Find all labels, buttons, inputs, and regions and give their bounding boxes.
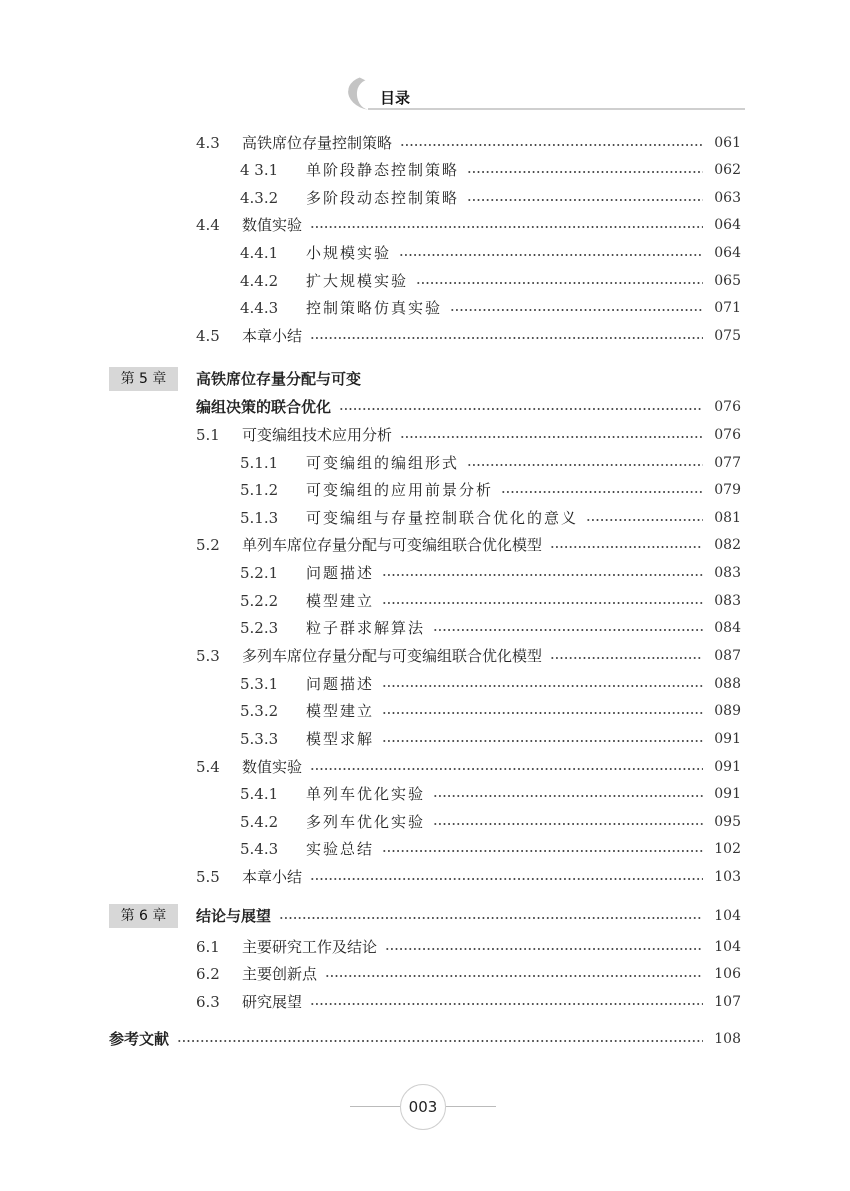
toc-entry[interactable] xyxy=(196,424,741,446)
dot-leader xyxy=(433,795,703,797)
dot-leader xyxy=(385,948,703,950)
toc-entry-number: 5.1.1 xyxy=(240,454,279,472)
toc-entry-page: 102 xyxy=(714,841,741,857)
toc-entry[interactable] xyxy=(240,590,741,612)
toc-entry[interactable] xyxy=(240,728,741,750)
dot-leader xyxy=(550,546,703,548)
toc-entry-number: 5.2.2 xyxy=(240,592,279,610)
toc-entry[interactable] xyxy=(109,1028,741,1050)
toc-entry-title: 参考文献 xyxy=(109,1030,170,1048)
toc-entry[interactable] xyxy=(240,452,741,474)
toc-entry-page: 071 xyxy=(714,300,741,316)
toc-entry[interactable] xyxy=(196,368,741,390)
page-number: 003 xyxy=(400,1084,446,1130)
toc-entry-page: 087 xyxy=(714,648,741,664)
toc-entry-page: 082 xyxy=(714,537,741,553)
toc-entry-title: 小规模实验 xyxy=(306,244,392,262)
toc-entry-title: 数值实验 xyxy=(242,216,303,234)
toc-entry-page: 091 xyxy=(714,731,741,747)
toc-entry[interactable] xyxy=(240,562,741,584)
toc-entry-number: 5.4 xyxy=(196,758,220,776)
toc-entry-page: 103 xyxy=(714,869,741,885)
dot-leader xyxy=(550,657,703,659)
footer-rule-right xyxy=(446,1106,496,1107)
toc-entry-number: 5.3.2 xyxy=(240,702,279,720)
toc-entry-title: 可变编组与存量控制联合优化的意义 xyxy=(306,509,579,527)
dot-leader xyxy=(400,436,703,438)
toc-entry-title: 多列车优化实验 xyxy=(306,813,426,831)
toc-entry[interactable] xyxy=(240,159,741,181)
toc-entry-title: 模型求解 xyxy=(306,730,375,748)
dot-leader xyxy=(433,629,703,631)
toc-entry-title: 可变编组的应用前景分析 xyxy=(306,481,494,499)
dot-leader xyxy=(382,574,703,576)
toc-entry[interactable] xyxy=(240,838,741,860)
toc-entry-number: 6.3 xyxy=(196,993,220,1011)
toc-entry-number: 4.4.1 xyxy=(240,244,279,262)
toc-entry[interactable] xyxy=(196,645,741,667)
toc-entry-page: 064 xyxy=(714,217,741,233)
dot-leader xyxy=(382,685,703,687)
toc-entry-page: 076 xyxy=(714,427,741,443)
toc-entry[interactable] xyxy=(196,132,741,154)
toc-entry-number: 5.1.2 xyxy=(240,481,279,499)
dot-leader xyxy=(310,226,703,228)
toc-entry-page: 075 xyxy=(714,328,741,344)
toc-entry-title: 扩大规模实验 xyxy=(306,272,409,290)
toc-entry-number: 5.4.2 xyxy=(240,813,279,831)
dot-leader xyxy=(382,850,703,852)
toc-entry[interactable] xyxy=(240,297,741,319)
toc-entry[interactable] xyxy=(196,214,741,236)
toc-entry[interactable] xyxy=(196,866,741,888)
dot-leader xyxy=(382,602,703,604)
dot-leader xyxy=(400,144,703,146)
toc-entry-title: 可变编组的编组形式 xyxy=(306,454,460,472)
dot-leader xyxy=(310,768,703,770)
toc-entry-page: 104 xyxy=(714,939,741,955)
toc-entry-page: 076 xyxy=(714,399,741,415)
toc-entry-number: 4.4.2 xyxy=(240,272,279,290)
dot-leader xyxy=(310,337,703,339)
dot-leader xyxy=(339,408,703,410)
toc-entry-number: 5.1.3 xyxy=(240,509,279,527)
toc-entry[interactable] xyxy=(240,479,741,501)
dot-leader xyxy=(586,519,703,521)
toc-entry-page: 107 xyxy=(714,994,741,1010)
toc-entry-number: 4.3.2 xyxy=(240,189,279,207)
toc-entry-title: 问题描述 xyxy=(306,675,375,693)
dot-leader xyxy=(467,199,703,201)
toc-entry-title: 控制策略仿真实验 xyxy=(306,299,443,317)
toc-entry-page: 108 xyxy=(714,1031,741,1047)
toc-entry-page: 065 xyxy=(714,273,741,289)
dot-leader xyxy=(399,254,703,256)
toc-entry-title: 主要创新点 xyxy=(242,965,318,983)
toc-entry[interactable] xyxy=(240,700,741,722)
dot-leader xyxy=(433,823,703,825)
toc-entry-title: 单列车席位存量分配与可变编组联合优化模型 xyxy=(242,536,543,554)
toc-entry[interactable] xyxy=(196,963,741,985)
toc-entry[interactable] xyxy=(240,507,741,529)
toc-entry-page: 088 xyxy=(714,676,741,692)
chapter-badge: 第 5 章 xyxy=(109,367,178,391)
toc-entry-number: 4.4.3 xyxy=(240,299,279,317)
toc-entry-number: 5.3 xyxy=(196,647,220,665)
toc-entry-title: 本章小结 xyxy=(242,868,303,886)
toc-entry-page: 064 xyxy=(714,245,741,261)
toc-entry-number: 5.2 xyxy=(196,536,220,554)
toc-entry-page: 104 xyxy=(714,908,741,924)
toc-entry-title: 研究展望 xyxy=(242,993,303,1011)
toc-entry-title: 本章小结 xyxy=(242,327,303,345)
dot-leader xyxy=(450,309,703,311)
toc-entry-number: 5.1 xyxy=(196,426,220,444)
toc-entry-number: 5.5 xyxy=(196,868,220,886)
toc-entry-number: 5.2.1 xyxy=(240,564,279,582)
dot-leader xyxy=(416,282,703,284)
toc-entry-title: 模型建立 xyxy=(306,702,375,720)
toc-entry-title: 高铁席位存量分配与可变 xyxy=(196,370,362,388)
toc-entry-page: 062 xyxy=(714,162,741,178)
toc-entry-page: 063 xyxy=(714,190,741,206)
toc-entry-title: 主要研究工作及结论 xyxy=(242,938,378,956)
toc-entry-number: 5.4.1 xyxy=(240,785,279,803)
toc-entry-page: 106 xyxy=(714,966,741,982)
toc-entry[interactable] xyxy=(240,811,741,833)
toc-entry-number: 6.1 xyxy=(196,938,220,956)
toc-entry-number: 4.3 xyxy=(196,134,220,152)
dot-leader xyxy=(467,171,703,173)
toc-entry-title: 高铁席位存量控制策略 xyxy=(242,134,393,152)
toc-entry-page: 083 xyxy=(714,565,741,581)
toc-entry[interactable] xyxy=(240,242,741,264)
dot-leader xyxy=(325,975,703,977)
footer-rule-left xyxy=(350,1106,400,1107)
toc-entry-number: 6.2 xyxy=(196,965,220,983)
toc-entry-title: 多列车席位存量分配与可变编组联合优化模型 xyxy=(242,647,543,665)
toc-entry-title: 结论与展望 xyxy=(196,907,272,925)
toc-entry[interactable] xyxy=(240,673,741,695)
toc-entry-title: 模型建立 xyxy=(306,592,375,610)
toc-entry-page: 089 xyxy=(714,703,741,719)
dot-leader xyxy=(467,464,703,466)
toc-entry-number: 5.3.3 xyxy=(240,730,279,748)
toc-entry-number: 4.4 xyxy=(196,216,220,234)
toc-entry[interactable] xyxy=(196,991,741,1013)
toc-entry-page: 083 xyxy=(714,593,741,609)
toc-entry-number: 5.2.3 xyxy=(240,619,279,637)
dot-leader xyxy=(279,917,703,919)
toc-entry[interactable] xyxy=(240,187,741,209)
toc-entry-title: 多阶段动态控制策略 xyxy=(306,189,460,207)
toc-entry[interactable] xyxy=(240,783,741,805)
toc-entry-title: 可变编组技术应用分析 xyxy=(242,426,393,444)
toc-entry[interactable] xyxy=(196,396,741,418)
toc-entry-page: 079 xyxy=(714,482,741,498)
page-footer xyxy=(350,1082,500,1132)
dot-leader xyxy=(177,1040,703,1042)
toc-entry-title: 实验总结 xyxy=(306,840,375,858)
dot-leader xyxy=(310,1003,703,1005)
toc-entry[interactable] xyxy=(196,534,741,556)
toc-entry-page: 081 xyxy=(714,510,741,526)
toc-entry[interactable] xyxy=(196,325,741,347)
toc-entry-title: 编组决策的联合优化 xyxy=(196,398,332,416)
dot-leader xyxy=(382,740,703,742)
toc-entry-title: 问题描述 xyxy=(306,564,375,582)
toc-entry-page: 091 xyxy=(714,786,741,802)
toc-entry-title: 数值实验 xyxy=(242,758,303,776)
toc-entry-page: 077 xyxy=(714,455,741,471)
chapter-badge: 第 6 章 xyxy=(109,904,178,928)
toc-entry-title: 单列车优化实验 xyxy=(306,785,426,803)
dot-leader xyxy=(501,491,703,493)
toc-entry-page: 095 xyxy=(714,814,741,830)
toc-entry-number: 5.4.3 xyxy=(240,840,279,858)
toc-entry[interactable] xyxy=(196,756,741,778)
toc-entry-page: 084 xyxy=(714,620,741,636)
toc-entry-title: 单阶段静态控制策略 xyxy=(306,161,460,179)
toc-entry-number: 4 3.1 xyxy=(240,161,279,179)
toc-entry-title: 粒子群求解算法 xyxy=(306,619,426,637)
dot-leader xyxy=(382,712,703,714)
toc-entry-number: 5.3.1 xyxy=(240,675,279,693)
toc-entry-number: 4.5 xyxy=(196,327,220,345)
toc-entry-page: 061 xyxy=(714,135,741,151)
toc-entry[interactable] xyxy=(196,905,741,927)
dot-leader xyxy=(310,878,703,880)
toc-entry[interactable] xyxy=(196,936,741,958)
toc-entry[interactable] xyxy=(240,270,741,292)
toc-entry-page: 091 xyxy=(714,759,741,775)
toc-entry[interactable] xyxy=(240,617,741,639)
header-title: 目录 xyxy=(380,89,411,107)
